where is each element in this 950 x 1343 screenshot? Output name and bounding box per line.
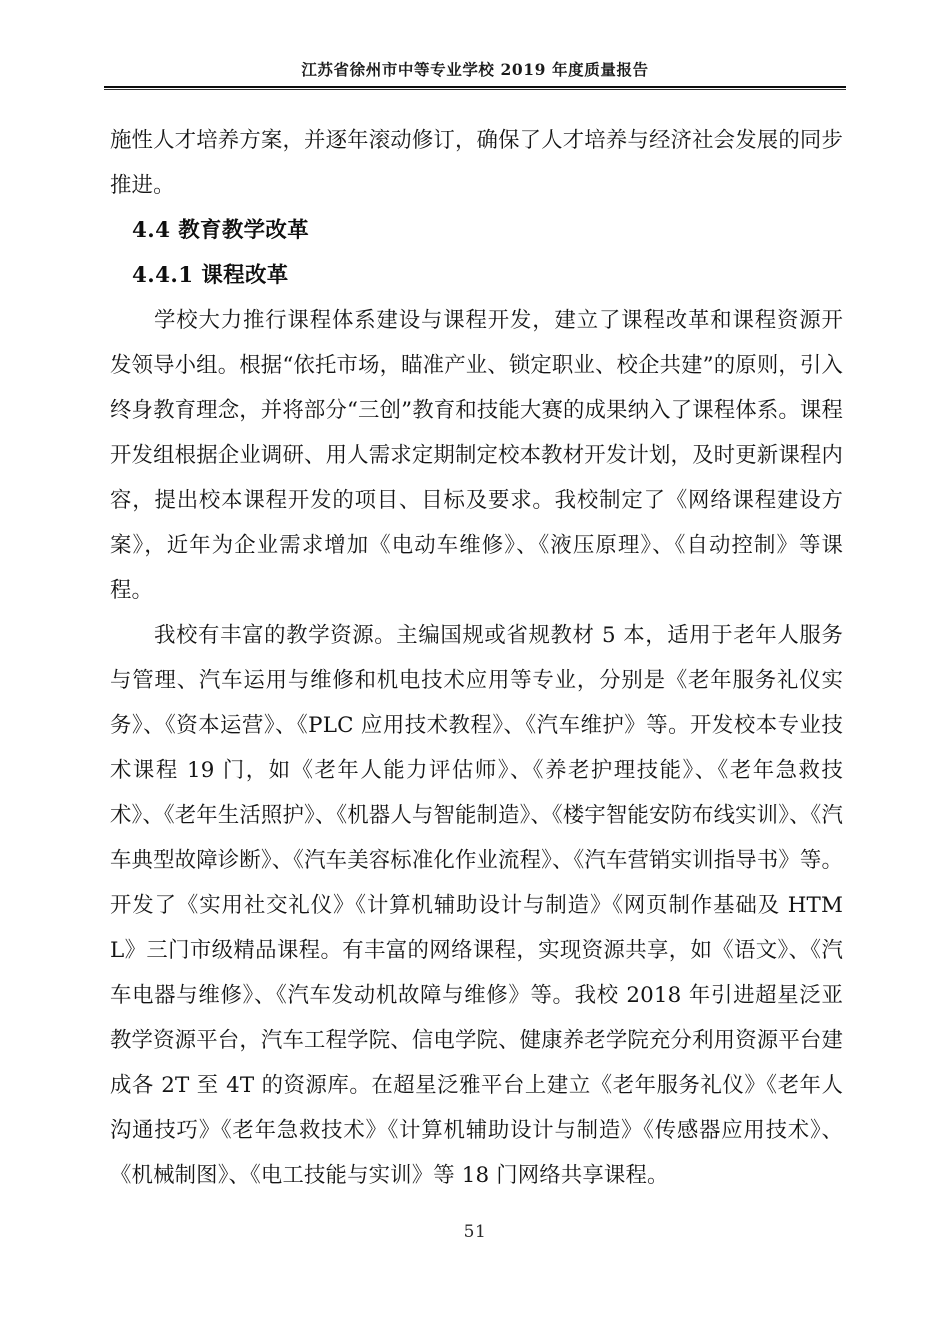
header-rule-thick-line: [104, 86, 846, 88]
body-text-column: [110, 118, 843, 1198]
header-title: 江苏省徐州市中等专业学校 2019 年度质量报告: [301, 60, 649, 79]
paragraph-teaching-resources: 我校有丰富的教学资源。主编国规或省规教材 5 本，适用于老年人服务与管理、汽车运用与维修和机电技术应用等专业，分别是《老年服务礼仪实务》、《资本运营》、《PLC 应用技术教程》、《汽车维护》等。开发校本专业技术课程 19 门，如《老年人能力评估师》、《养老护理技能》、《老年急救技术》、《老年生活照护》、《机器人与智能制造》、《楼宇智能安防布线实训》、《汽车典型故障诊断》、《汽车美容标准化作业流程》、《汽车营销实训指导书》等。开发了《实用社交礼仪》《计算机辅助设计与制造》《网页制作基础及 HTML》三门市级精品课程。有丰富的网络课程，实现资源共享，如《语文》、《汽车电器与维修》、《汽车发动机故障与维修》等。我校 2018 年引进超星泛亚教学资源平台，汽车工程学院、信电学院、健康养老学院充分利用资源平台建成各 2T 至 4T 的资源库。在超星泛雅平台上建立《老年服务礼仪》《老年人沟通技巧》《老年急救技术》《计算机辅助设计与制造》《传感器应用技术》、《机械制图》、《电工技能与实训》等 18 门网络共享课程。: [110, 623, 843, 1188]
header-rule-thin-line: [104, 89, 846, 90]
paragraph-continued-from-previous-page: 施性人才培养方案，并逐年滚动修订，确保了人才培养与经济社会发展的同步推进。: [110, 128, 843, 198]
paragraph-curriculum-development: 学校大力推行课程体系建设与课程开发，建立了课程改革和课程资源开发领导小组。根据“依托市场，瞄准产业、锁定职业、校企共建”的原则，引入终身教育理念，并将部分“三创”教育和技能大赛的成果纳入了课程体系。课程开发组根据企业调研、用人需求定期制定校本教材开发计划，及时更新课程内容，提出校本课程开发的项目、目标及要求。我校制定了《网络课程建设方案》，近年为企业需求增加《电动车维修》、《液压原理》、《自动控制》等课程。: [110, 308, 844, 603]
heading-4-4-1-curriculum-reform: 4.4.1 课程改革: [132, 263, 289, 288]
page-number: 51: [463, 1222, 487, 1242]
header-divider-rule: [104, 86, 846, 90]
heading-4-4-educational-teaching-reform: 4.4 教育教学改革: [132, 218, 310, 243]
page-header: [0, 0, 950, 100]
